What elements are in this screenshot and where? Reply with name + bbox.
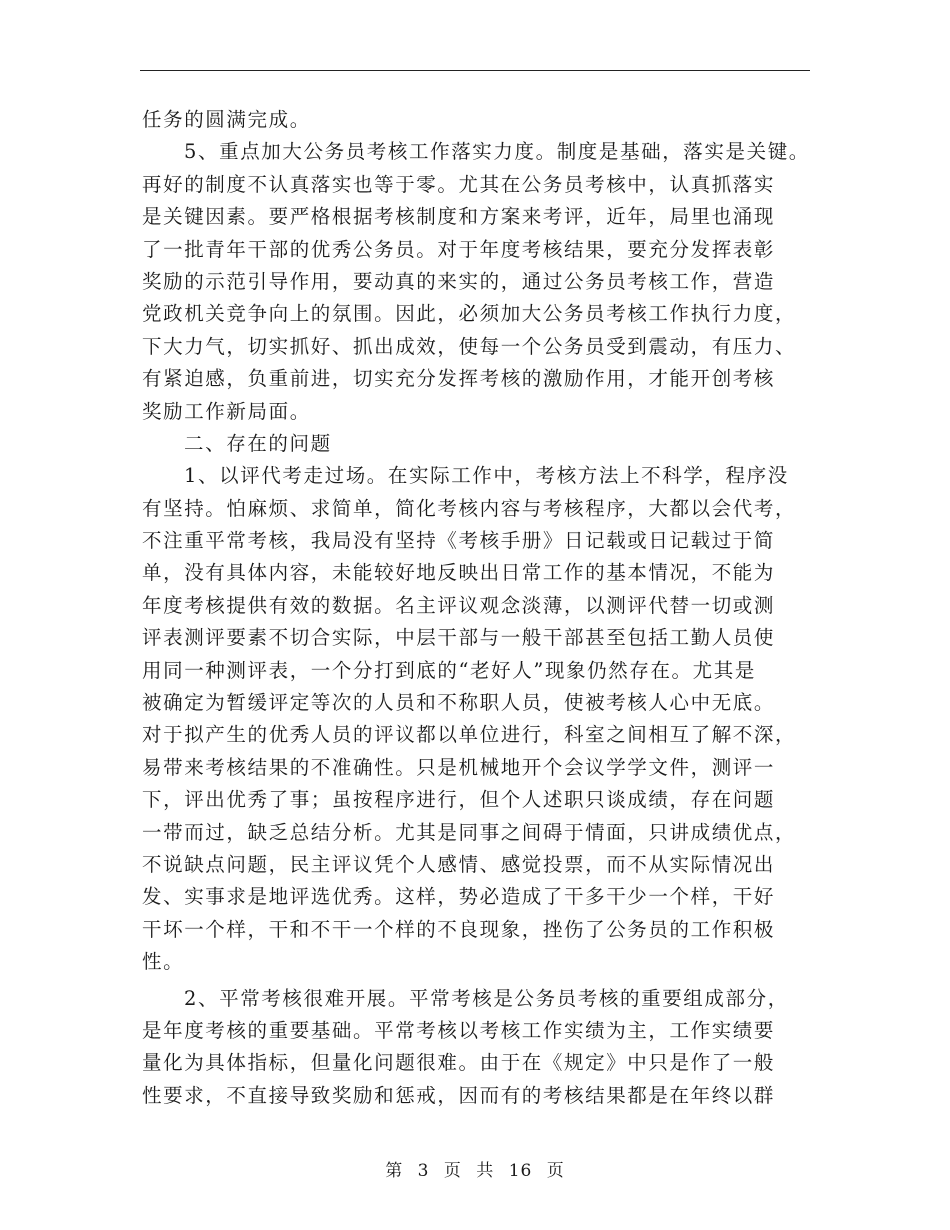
header-rule [140, 70, 810, 71]
footer-label-unit-2: 页 [546, 1161, 565, 1181]
footer-total-pages: 16 [508, 1161, 533, 1181]
text-line: 干坏一个样，干和不干一个样的不良现象，挫伤了公务员的工作积极 [142, 917, 776, 941]
text-line: 单，没有具体内容，未能较好地反映出日常工作的基本情况，不能为 [142, 561, 776, 585]
text-line: 2、平常考核很难开展。平常考核是公务员考核的重要组成部分， [184, 986, 789, 1010]
text-line: 奖励工作新局面。 [142, 399, 311, 423]
text-line: 任务的圆满完成。 [142, 108, 311, 131]
text-line: 易带来考核结果的不准确性。只是机械地开个会议学学文件，测评一 [142, 755, 776, 779]
text-line: 党政机关竞争向上的氛围。因此，必须加大公务员考核工作执行力度， [142, 302, 797, 326]
text-line: 评表测评要素不切合实际，中层干部与一般干部甚至包括工勤人员使 [142, 626, 776, 650]
text-line: 是关键因素。要严格根据考核制度和方案来考评，近年，局里也涌现 [142, 205, 776, 229]
footer-page-number: 3 [417, 1161, 430, 1181]
text-line: 发、实事求是地评选优秀。这样，势必造成了干多干少一个样，干好 [142, 885, 776, 909]
footer-label-unit: 页 [443, 1161, 462, 1181]
text-line: 年度考核提供有效的数据。名主评议观念淡薄，以测评代替一切或测 [142, 593, 776, 617]
text-line: 量化为具体指标，但量化问题很难。由于在《规定》中只是作了一般 [142, 1051, 776, 1075]
text-line: 用同一种测评表，一个分打到底的“老好人”现象仍然存在。尤其是 [142, 658, 756, 682]
document-body [142, 104, 814, 1112]
text-line: 二、存在的问题 [184, 431, 332, 455]
text-line: 性要求，不直接导致奖励和惩戒，因而有的考核结果都是在年终以群 [142, 1083, 776, 1107]
paragraph-block-2 [142, 983, 814, 1113]
text-line: 被确定为暂缓评定等次的人员和不称职人员，使被考核人心中无底。 [142, 691, 776, 715]
text-line: 下大力气，切实抓好、抓出成效，使每一个公务员受到震动，有压力、 [142, 334, 797, 358]
page-footer [0, 1156, 950, 1181]
text-line: 有紧迫感，负重前进，切实充分发挥考核的激励作用，才能开创考核 [142, 367, 776, 391]
text-line: 了一批青年干部的优秀公务员。对于年度考核结果，要充分发挥表彰 [142, 237, 776, 261]
text-line: 再好的制度不认真落实也等于零。尤其在公务员考核中，认真抓落实 [142, 172, 776, 196]
text-line: 是年度考核的重要基础。平常考核以考核工作实绩为主，工作实绩要 [142, 1018, 776, 1042]
text-line: 对于拟产生的优秀人员的评议都以单位进行，科室之间相互了解不深， [142, 723, 797, 747]
text-line: 一带而过，缺乏总结分析。尤其是同事之间碍于情面，只讲成绩优点， [142, 820, 797, 844]
text-line: 5、重点加大公务员考核工作落实力度。制度是基础，落实是关键。 [184, 140, 810, 164]
text-line: 不说缺点问题，民主评议凭个人感情、感觉投票，而不从实际情况出 [142, 852, 776, 876]
text-line: 下，评出优秀了事；虽按程序进行，但个人述职只谈成绩，存在问题 [142, 788, 776, 812]
paragraph-block-1 [142, 104, 814, 979]
text-line: 不注重平常考核，我局没有坚持《考核手册》日记载或日记载过于简 [142, 529, 776, 553]
text-line: 有坚持。怕麻烦、求简单，简化考核内容与考核程序，大都以会代考， [142, 496, 797, 520]
footer-label-page: 第 [385, 1161, 404, 1181]
text-line: 性。 [142, 950, 185, 974]
text-line: 1、以评代考走过场。在实际工作中，考核方法上不科学，程序没 [184, 464, 789, 488]
text-line: 奖励的示范引导作用，要动真的来实的，通过公务员考核工作，营造 [142, 269, 776, 293]
footer-label-total: 共 [476, 1161, 495, 1181]
